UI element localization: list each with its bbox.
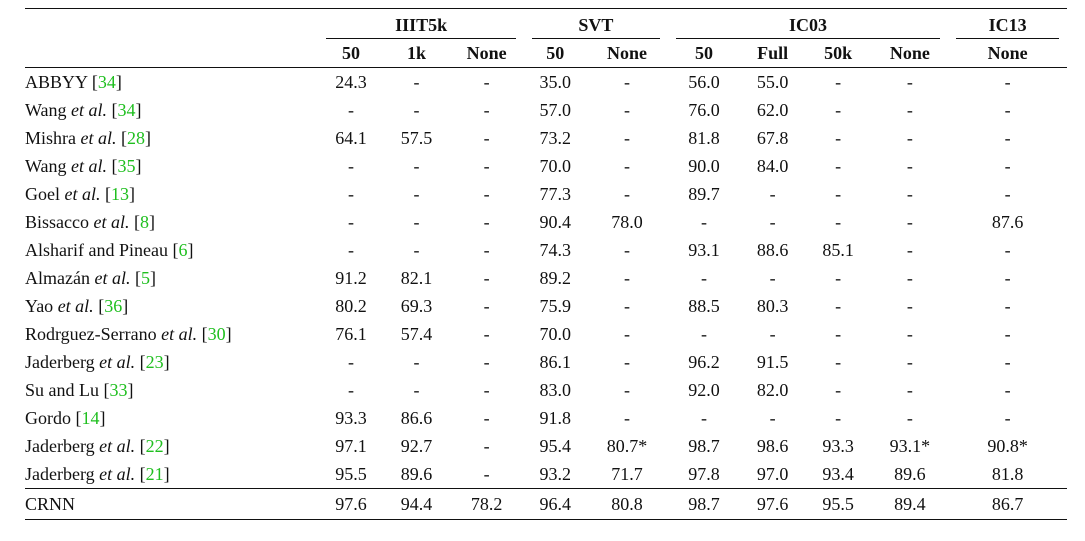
table-row — [25, 320, 1067, 348]
table-cell: - — [1004, 268, 1011, 288]
table-cell: 67.8 — [756, 128, 789, 148]
method-author: ABBYY — [25, 72, 88, 92]
table-cell: - — [835, 408, 842, 428]
table-cell: - — [835, 268, 842, 288]
method-name: Alsharif and Pineau [6] — [25, 240, 194, 260]
table-cell: - — [624, 72, 631, 92]
method-author: Almazán — [25, 268, 90, 288]
table-cell: 78.2 — [449, 489, 524, 520]
table-cell: 62.0 — [756, 100, 789, 120]
table-cell: 57.0 — [539, 100, 572, 120]
table-cell: 93.3 — [822, 436, 854, 456]
subheader: None — [449, 39, 524, 68]
method-author: Su and Lu — [25, 380, 99, 400]
table-cell: - — [624, 100, 631, 120]
table-cell: 91.2 — [335, 268, 367, 288]
method-name: Gordo [14] — [25, 408, 106, 428]
table-cell: 97.0 — [756, 464, 789, 484]
method-name: CRNN — [25, 489, 318, 520]
table-cell: - — [769, 212, 776, 232]
table-cell: 80.7* — [606, 436, 648, 456]
table-cell: - — [483, 128, 490, 148]
table-row — [25, 292, 1067, 320]
table-cell: 81.8 — [688, 128, 720, 148]
table-cell: - — [701, 212, 707, 232]
table-cell: 91.5 — [756, 352, 789, 372]
table-cell: 91.8 — [539, 408, 572, 428]
table-cell: - — [413, 352, 420, 372]
table-cell: - — [624, 408, 631, 428]
citation-link[interactable]: 23 — [145, 352, 164, 372]
table-cell: - — [483, 408, 490, 428]
table-cell: - — [906, 408, 913, 428]
citation-link[interactable]: 34 — [117, 100, 136, 120]
table-cell: 24.3 — [335, 72, 367, 92]
table-cell: 70.0 — [539, 324, 572, 344]
table-row — [25, 404, 1067, 432]
table-cell: 75.9 — [539, 296, 572, 316]
table-cell: - — [483, 436, 490, 456]
table-cell: - — [348, 184, 354, 204]
method-name: Jaderberg et al. [21] — [25, 464, 170, 484]
table-cell: 97.1 — [335, 436, 367, 456]
table-cell: - — [835, 156, 842, 176]
citation-link[interactable]: 6 — [178, 240, 188, 260]
table-cell: 71.7 — [611, 464, 643, 484]
table-cell: 89.6 — [894, 464, 926, 484]
table-cell: 80.8 — [587, 489, 668, 520]
subheader-blank — [25, 39, 318, 68]
table-cell: - — [906, 296, 913, 316]
method-author: Mishra — [25, 128, 76, 148]
table-cell: 94.4 — [384, 489, 450, 520]
method-author: Rodrguez-Serrano — [25, 324, 157, 344]
table-row — [25, 432, 1067, 460]
method-author: Jaderberg — [25, 464, 95, 484]
subheader-row — [25, 39, 1067, 68]
method-etal: et al. — [161, 324, 198, 344]
table-cell: 86.6 — [400, 408, 433, 428]
table-cell: 57.4 — [400, 324, 433, 344]
table-cell: - — [624, 352, 631, 372]
table-cell: - — [413, 240, 420, 260]
table-cell: - — [835, 184, 842, 204]
group-ic03: IC03 — [668, 9, 949, 40]
table-row — [25, 460, 1067, 489]
table-cell: - — [1004, 380, 1011, 400]
table-cell: 89.4 — [871, 489, 948, 520]
method-etal: et al. — [80, 128, 117, 148]
method-name: Almazán et al. [5] — [25, 268, 156, 288]
subheader: 1k — [384, 39, 450, 68]
group-iiit5k: IIIT5k — [318, 9, 524, 40]
method-name: Yao et al. [36] — [25, 296, 129, 316]
method-author: Wang — [25, 100, 67, 120]
subheader: 50k — [805, 39, 872, 68]
table-cell: - — [906, 240, 913, 260]
table-cell: - — [835, 212, 842, 232]
table-cell: 81.8 — [991, 464, 1024, 484]
method-etal: et al. — [71, 100, 108, 120]
table-cell: - — [413, 156, 420, 176]
table-cell: - — [348, 240, 354, 260]
table-cell: 69.3 — [400, 296, 433, 316]
citation-link[interactable]: 33 — [109, 380, 128, 400]
table-cell: 95.5 — [335, 464, 367, 484]
table-cell: - — [701, 268, 707, 288]
table-cell: 98.7 — [668, 489, 741, 520]
table-cell: 92.0 — [688, 380, 720, 400]
table-cell: 90.0 — [688, 156, 720, 176]
method-author: Yao — [25, 296, 54, 316]
method-etal: et al. — [93, 212, 130, 232]
citation-link[interactable]: 21 — [145, 464, 164, 484]
table-cell: - — [906, 184, 913, 204]
table-cell: 82.0 — [756, 380, 789, 400]
method-author: Gordo — [25, 408, 71, 428]
table-cell: 98.6 — [756, 436, 789, 456]
table-cell: - — [483, 324, 490, 344]
table-cell: - — [483, 184, 490, 204]
method-name: Jaderberg et al. [22] — [25, 436, 170, 456]
table-cell: - — [835, 352, 842, 372]
table-cell: - — [624, 156, 631, 176]
table-cell: - — [624, 380, 631, 400]
table-cell: 70.0 — [539, 156, 572, 176]
table-cell: - — [1004, 296, 1011, 316]
table-cell: - — [483, 156, 490, 176]
table-cell: - — [835, 128, 842, 148]
citation-link[interactable]: 34 — [97, 72, 116, 92]
subheader: 50 — [524, 39, 586, 68]
method-name: Wang et al. [35] — [25, 156, 142, 176]
table-cell: 88.6 — [756, 240, 789, 260]
table-cell: 95.4 — [539, 436, 572, 456]
subheader: None — [587, 39, 668, 68]
table-row — [25, 236, 1067, 264]
method-etal: et al. — [57, 296, 94, 316]
method-author: Alsharif and Pineau — [25, 240, 168, 260]
table-cell: - — [624, 128, 631, 148]
table-cell: 55.0 — [756, 72, 789, 92]
table-cell: 77.3 — [539, 184, 572, 204]
method-name: Wang et al. [34] — [25, 100, 142, 120]
group-header-row — [25, 9, 1067, 40]
table-cell: - — [483, 240, 490, 260]
table-cell: 35.0 — [539, 72, 572, 92]
table-cell: - — [769, 268, 776, 288]
table-cell: - — [483, 352, 490, 372]
group-svt: SVT — [524, 9, 668, 40]
citation-link[interactable]: 36 — [104, 296, 123, 316]
table-cell: - — [769, 408, 776, 428]
table-row — [25, 180, 1067, 208]
table-cell: 90.8* — [987, 436, 1028, 456]
table-cell: 56.0 — [688, 72, 720, 92]
table-cell: - — [835, 380, 842, 400]
table-cell: - — [348, 380, 354, 400]
crnn-row — [25, 489, 1067, 520]
table-cell: - — [413, 100, 420, 120]
method-author: Bissacco — [25, 212, 89, 232]
table-cell: 93.4 — [822, 464, 854, 484]
method-name: Rodrguez-Serrano et al. [30] — [25, 324, 232, 344]
table-row — [25, 348, 1067, 376]
table-cell: 80.2 — [335, 296, 367, 316]
table-cell: - — [1004, 352, 1011, 372]
table-cell: 86.1 — [539, 352, 572, 372]
results-table — [25, 8, 1067, 520]
table-cell: - — [624, 268, 631, 288]
method-etal: et al. — [71, 156, 108, 176]
subheader: 50 — [668, 39, 741, 68]
table-cell: 86.7 — [948, 489, 1067, 520]
table-cell: - — [906, 100, 913, 120]
method-name: Su and Lu [33] — [25, 380, 134, 400]
subheader: 50 — [318, 39, 384, 68]
table-cell: 76.0 — [688, 100, 720, 120]
table-cell: 97.8 — [688, 464, 720, 484]
table-cell: 98.7 — [688, 436, 720, 456]
method-header — [25, 9, 318, 40]
table-cell: 82.1 — [400, 268, 433, 288]
table-cell: 89.2 — [539, 268, 572, 288]
table-cell: - — [413, 380, 420, 400]
method-etal: et al. — [99, 352, 136, 372]
table-cell: - — [769, 184, 776, 204]
table-cell: 97.6 — [740, 489, 804, 520]
table-cell: - — [624, 240, 631, 260]
method-author: Jaderberg — [25, 436, 95, 456]
table-cell: - — [835, 72, 842, 92]
group-ic13: IC13 — [948, 9, 1067, 40]
subheader: Full — [740, 39, 804, 68]
method-author: Jaderberg — [25, 352, 95, 372]
table-cell: 93.1* — [889, 436, 931, 456]
method-author: Goel — [25, 184, 60, 204]
table-cell: - — [906, 72, 913, 92]
method-etal: et al. — [99, 436, 136, 456]
table-cell: - — [1004, 100, 1011, 120]
table-cell: - — [906, 380, 913, 400]
table-cell: - — [483, 212, 490, 232]
table-cell: 76.1 — [335, 324, 367, 344]
table-row — [25, 208, 1067, 236]
table-cell: 89.7 — [688, 184, 720, 204]
method-name: Jaderberg et al. [23] — [25, 352, 170, 372]
citation-link[interactable]: 35 — [117, 156, 136, 176]
table-cell: 95.5 — [805, 489, 872, 520]
table-cell: - — [1004, 324, 1011, 344]
table-cell: - — [835, 296, 842, 316]
table-cell: - — [906, 128, 913, 148]
table-cell: - — [348, 100, 354, 120]
table-cell: 89.6 — [400, 464, 433, 484]
table-cell: 85.1 — [822, 240, 854, 260]
table-cell: 78.0 — [611, 212, 643, 232]
table-cell: - — [483, 72, 490, 92]
citation-link[interactable]: 22 — [145, 436, 164, 456]
table-cell: 90.4 — [539, 212, 572, 232]
method-author: Wang — [25, 156, 67, 176]
table-cell: - — [624, 296, 631, 316]
table-cell: - — [348, 352, 354, 372]
table-row — [25, 376, 1067, 404]
table-cell: 83.0 — [539, 380, 572, 400]
citation-link[interactable]: 5 — [140, 268, 150, 288]
method-name: ABBYY [34] — [25, 72, 122, 92]
table-row — [25, 96, 1067, 124]
table-cell: - — [906, 352, 913, 372]
table-cell: 93.1 — [688, 240, 720, 260]
method-etal: et al. — [99, 464, 136, 484]
subheader: None — [948, 39, 1067, 68]
citation-link[interactable]: 13 — [111, 184, 129, 204]
table-cell: - — [835, 324, 842, 344]
table-cell: 92.7 — [400, 436, 433, 456]
method-name: Goel et al. [13] — [25, 184, 135, 204]
table-cell: 80.3 — [756, 296, 789, 316]
table-cell: - — [1004, 408, 1011, 428]
table-cell: - — [348, 156, 354, 176]
table-cell: - — [413, 212, 420, 232]
table-cell: - — [624, 184, 631, 204]
table-cell: - — [701, 324, 707, 344]
table-cell: - — [1004, 156, 1011, 176]
table-cell: 96.2 — [688, 352, 720, 372]
table-cell: - — [906, 212, 913, 232]
table-cell: - — [769, 324, 776, 344]
table-cell: 93.2 — [539, 464, 572, 484]
table-cell: - — [348, 212, 354, 232]
method-etal: et al. — [94, 268, 131, 288]
table-cell: - — [1004, 240, 1011, 260]
table-cell: - — [483, 268, 490, 288]
table-cell: 93.3 — [335, 408, 367, 428]
table-cell: - — [483, 464, 490, 484]
table-row — [25, 124, 1067, 152]
table-cell: - — [906, 268, 913, 288]
table-cell: - — [906, 324, 913, 344]
table-cell: - — [483, 380, 490, 400]
table-cell: - — [413, 72, 420, 92]
table-cell: 57.5 — [400, 128, 433, 148]
table-cell: 88.5 — [688, 296, 720, 316]
table-cell: 96.4 — [524, 489, 586, 520]
table-cell: - — [835, 100, 842, 120]
table-cell: - — [483, 296, 490, 316]
table-cell: - — [1004, 184, 1011, 204]
method-etal: et al. — [64, 184, 101, 204]
table-cell: 97.6 — [318, 489, 384, 520]
table-cell: 74.3 — [539, 240, 572, 260]
table-cell: - — [1004, 72, 1011, 92]
citation-link[interactable]: 8 — [139, 212, 149, 232]
table-row — [25, 152, 1067, 180]
table-cell: - — [701, 408, 707, 428]
table-cell: - — [624, 324, 631, 344]
table-cell: - — [906, 156, 913, 176]
method-name: Bissacco et al. [8] — [25, 212, 155, 232]
table-cell: - — [483, 100, 490, 120]
results-body — [25, 68, 1067, 520]
citation-link[interactable]: 14 — [81, 408, 100, 428]
method-name: Mishra et al. [28] — [25, 128, 151, 148]
table-cell: 87.6 — [991, 212, 1024, 232]
table-cell: - — [413, 184, 420, 204]
table-row — [25, 68, 1067, 97]
citation-link[interactable]: 30 — [207, 324, 226, 344]
table-row — [25, 264, 1067, 292]
subheader: None — [871, 39, 948, 68]
table-cell: 73.2 — [539, 128, 572, 148]
table-cell: - — [1004, 128, 1011, 148]
table-cell: 84.0 — [756, 156, 789, 176]
citation-link[interactable]: 28 — [127, 128, 145, 148]
table-cell: 64.1 — [335, 128, 367, 148]
